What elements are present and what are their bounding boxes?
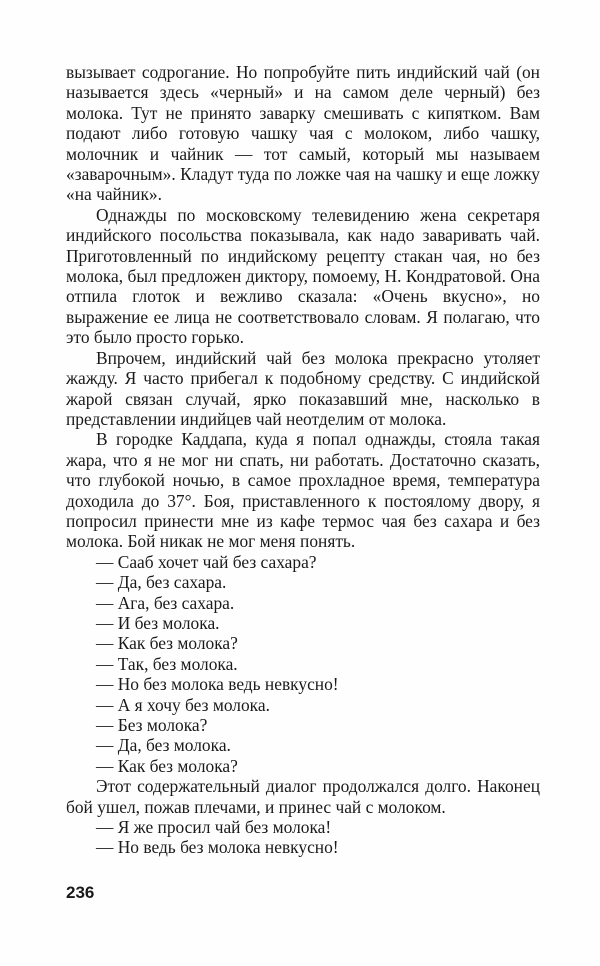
dialogue-line: — Но ведь без молока невкусно! xyxy=(96,837,339,858)
dialogue-line: — И без молока. xyxy=(96,612,220,633)
paragraph: Однажды по московскому телевидению жена секретаря индийского посольства показывала, как надо заваривать чай. Приготовленный по индийскому рецепту стакан чая, но без молока, был предложен диктору, помоему, Н. Кондратовой. Она отпила глоток и вежливо сказала: «Очень вкусно», но выражение ее лица не соответствовало словам. Я полагаю, что это было просто горько. xyxy=(66,204,540,348)
dialogue-line: — Да, без сахара. xyxy=(96,572,227,593)
paragraph: Впрочем, индийский чай без молока прекрасно утоляет жажду. Я часто прибегал к подобному средству. С индийской жарой связан случай, ярко показавший мне, насколько в представлении индийцев чай неотделим от молока. xyxy=(66,347,540,429)
dialogue-line: — Так, без молока. xyxy=(96,653,238,674)
page-number: 236 xyxy=(66,883,95,902)
paragraph: Этот содержательный диалог продолжался долго. Наконец бой ушел, пожав плечами, и принес чай с молоком. xyxy=(66,776,540,817)
paragraph: В городке Каддапа, куда я попал однажды, стояла такая жара, что я не мог ни спать, ни работать. Достаточно сказать, что глубокой ночью, в самое прохладное время, температура доходила до 37°. Боя, приставленного к постоялому двору, я попросил принести мне из кафе термос чая без сахара и без молока. Бой никак не мог меня понять. xyxy=(66,429,540,552)
dialogue-line: — Ага, без сахара. xyxy=(96,592,235,613)
paragraph: вызывает содрогание. Но попробуйте пить индийский чай (он называется здесь «черный» и на самом деле черный) без молока. Тут не принято заварку смешивать с кипятком. Вам подают либо готовую чашку чая с молоком, либо чашку, молочник и чайник — тот самый, который мы называем «заварочным». Кладут туда по ложке чая на чашку и еще ложку «на чайник». xyxy=(66,62,540,205)
dialogue-line: — Да, без молока. xyxy=(96,735,231,756)
dialogue-line: — Я же просил чай без молока! xyxy=(96,817,332,838)
dialogue-line: — Сааб хочет чай без сахара? xyxy=(96,551,317,572)
dialogue-line: — Без молока? xyxy=(96,715,208,735)
dialogue-line: — Но без молока ведь невкусно! xyxy=(96,674,339,695)
dialogue-line: — Как без молока? xyxy=(96,633,238,654)
dialogue-line: — А я хочу без молока. xyxy=(96,694,270,715)
dialogue-line: — Как без молока? xyxy=(96,755,238,776)
page-body-text xyxy=(66,62,540,858)
